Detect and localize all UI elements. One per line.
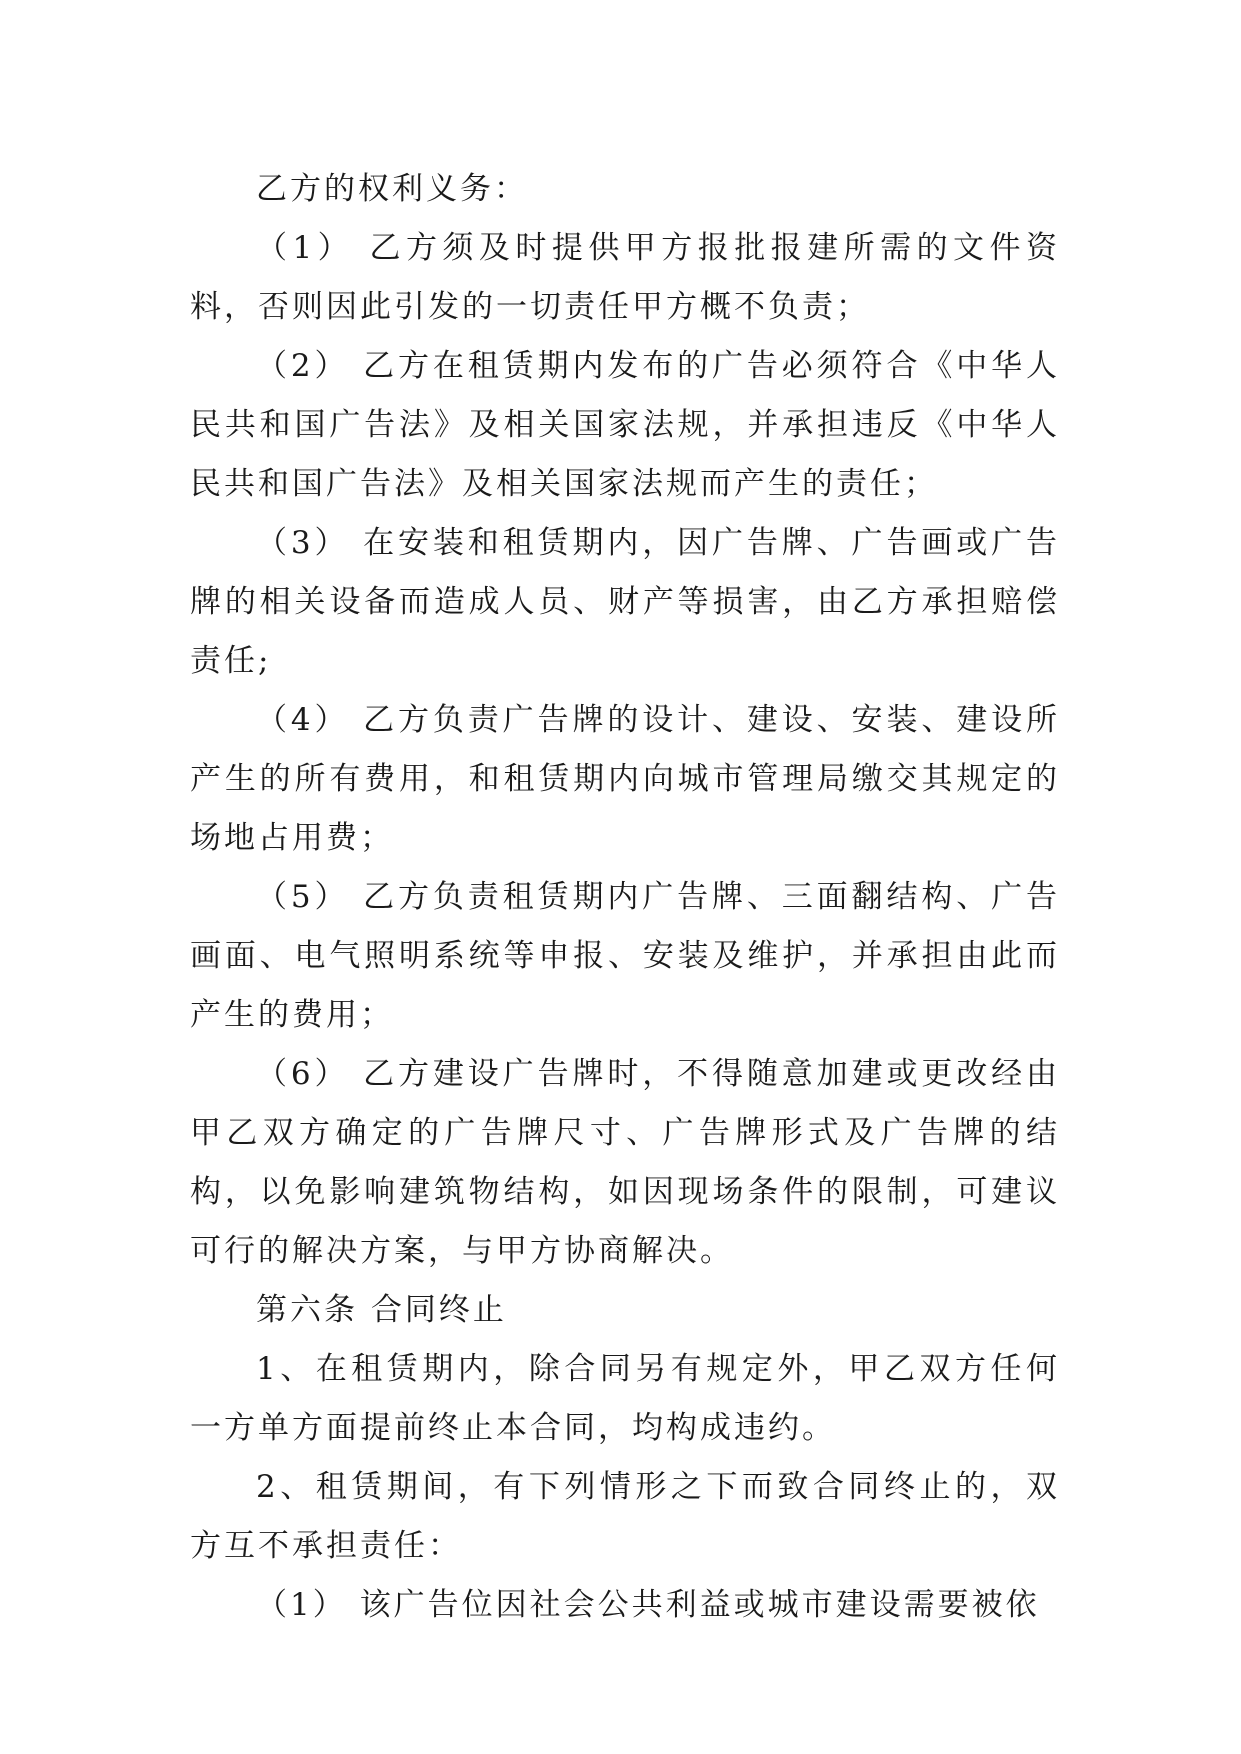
document-body	[190, 160, 1060, 1635]
clause-item-2: （2） 乙方在租赁期内发布的广告必须符合《中华人民共和国广告法》及相关国家法规，并承担违反《中华人民共和国广告法》及相关国家法规而产生的责任；	[190, 348, 1060, 502]
termination-clause-1: 1、在租赁期内，除合同另有规定外，甲乙双方任何一方单方面提前终止本合同，均构成违约。	[190, 1351, 1060, 1446]
section-heading-party-b-rights: 乙方的权利义务：	[256, 171, 528, 207]
clause-item-3: （3） 在安装和租赁期内，因广告牌、广告画或广告牌的相关设备而造成人员、财产等损害，由乙方承担赔偿责任;	[190, 525, 1060, 679]
article-heading-contract-termination: 第六条 合同终止	[256, 1292, 507, 1328]
termination-subclause-1: （1） 该广告位因社会公共利益或城市建设需要被依	[256, 1587, 1040, 1623]
clause-item-4: （4） 乙方负责广告牌的设计、建设、安装、建设所产生的所有费用，和租赁期内向城市管理局缴交其规定的场地占用费；	[190, 702, 1060, 856]
clause-item-1: （1） 乙方须及时提供甲方报批报建所需的文件资料，否则因此引发的一切责任甲方概不负责；	[190, 230, 1060, 325]
termination-clause-2: 2、租赁期间，有下列情形之下而致合同终止的，双方互不承担责任：	[190, 1469, 1060, 1564]
clause-item-6: （6） 乙方建设广告牌时，不得随意加建或更改经由甲乙双方确定的广告牌尺寸、广告牌形式及广告牌的结构，以免影响建筑物结构，如因现场条件的限制，可建议可行的解决方案，与甲方协商解决。	[190, 1056, 1060, 1269]
clause-item-5: （5） 乙方负责租赁期内广告牌、三面翻结构、广告画面、电气照明系统等申报、安装及维护，并承担由此而产生的费用；	[190, 879, 1060, 1033]
